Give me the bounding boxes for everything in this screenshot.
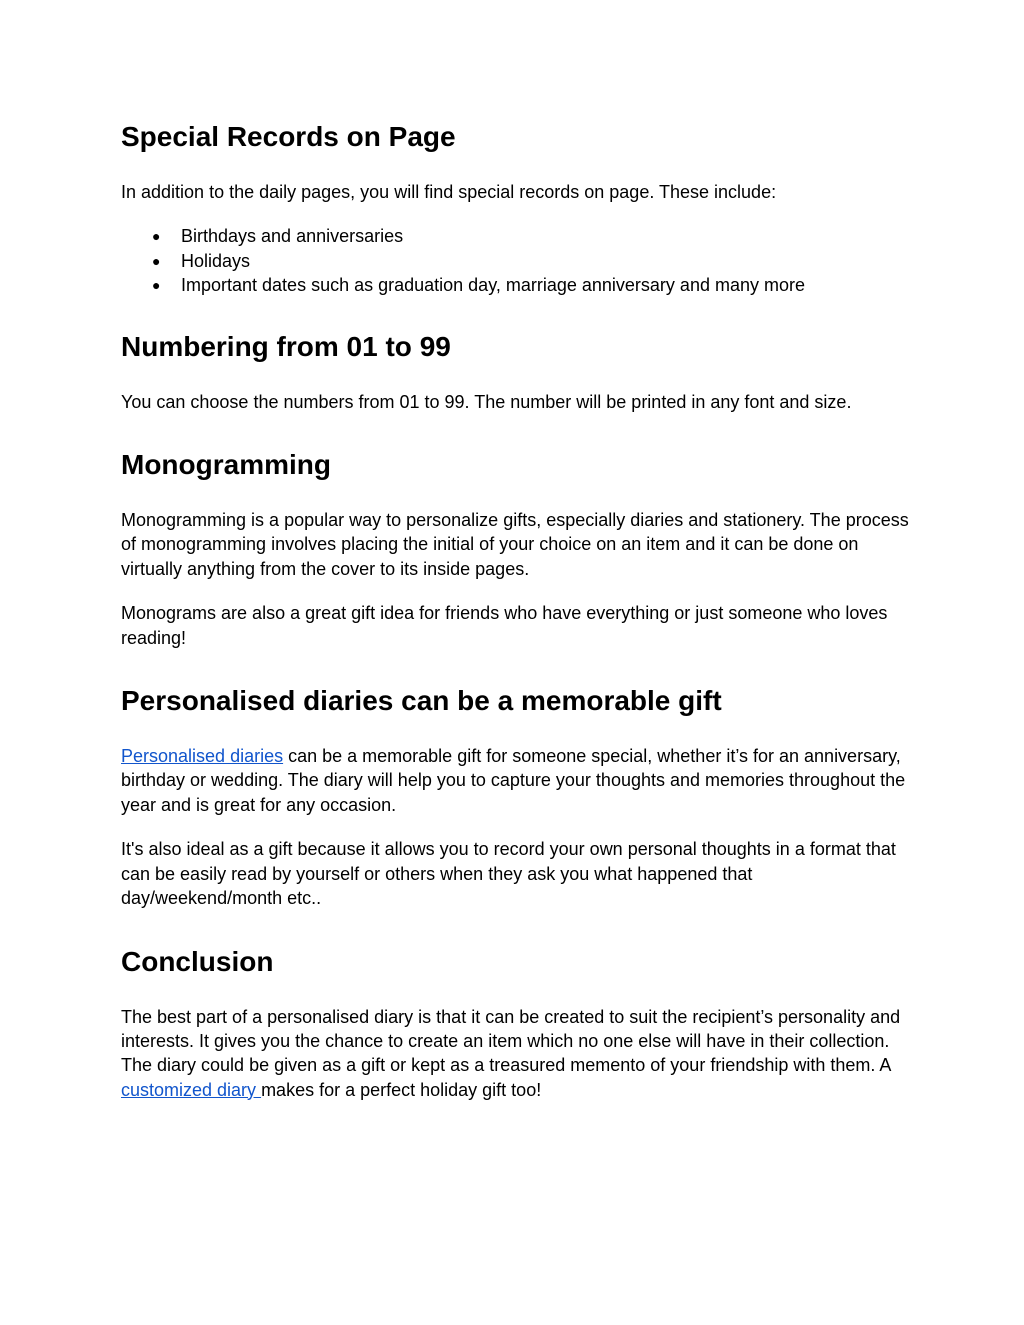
heading-special-records: Special Records on Page: [121, 121, 456, 152]
monogramming-paragraph-1: Monogramming is a popular way to personalize gifts, especially diaries and stationery. The process of monogramming involves placing the initial of your choice on an item and it can be done on virtually anything from the cover to its inside pages.: [121, 510, 909, 579]
personalised-diaries-link[interactable]: Personalised diaries: [121, 746, 284, 767]
numbering-paragraph: You can choose the numbers from 01 to 99. The number will be printed in any font and size.: [121, 391, 852, 412]
monogramming-paragraph-2: Monograms are also a great gift idea for friends who have everything or just someone who loves reading!: [121, 603, 888, 648]
personalised-paragraph-2: It's also ideal as a gift because it allows you to record your own personal thoughts in a format that can be easily read by yourself or others when they ask you what happened that day/weekend/month etc..: [121, 839, 896, 909]
special-records-list: [121, 224, 911, 297]
bullet-icon: ●: [152, 228, 161, 245]
special-records-intro: In addition to the daily pages, you will find special records on page. These include:: [121, 182, 777, 202]
bullet-icon: ●: [152, 252, 161, 269]
conclusion-paragraph: The best part of a personalised diary is that it can be created to suit the recipient’s personality and interests. It gives you the chance to create an item which no one else will have in their collection. The diary could be given as a gift or kept as a treasured memento of your friendship with them. A customized diary makes for a perfect holiday gift too!: [121, 1006, 901, 1100]
heading-numbering: Numbering from 01 to 99: [121, 330, 451, 362]
personalised-paragraph-1: Personalised diaries can be a memorable gift for someone special, whether it’s for an anniversary, birthday or wedding. The diary will help you to capture your thoughts and memories throughout the year and is great for any occasion.: [121, 746, 906, 815]
document-page: [121, 117, 911, 1102]
bullet-icon: ●: [152, 277, 161, 294]
heading-conclusion: Conclusion: [121, 945, 274, 977]
heading-monogramming: Monogramming: [121, 449, 331, 481]
list-item: ● Holidays: [121, 249, 911, 273]
list-item: ● Important dates such as graduation day, marriage anniversary and many more: [121, 273, 911, 297]
list-item: ● Birthdays and anniversaries: [121, 224, 911, 248]
heading-personalised-diaries: Personalised diaries can be a memorable gift: [121, 685, 722, 717]
customized-diary-link[interactable]: customized diary: [121, 1079, 262, 1100]
